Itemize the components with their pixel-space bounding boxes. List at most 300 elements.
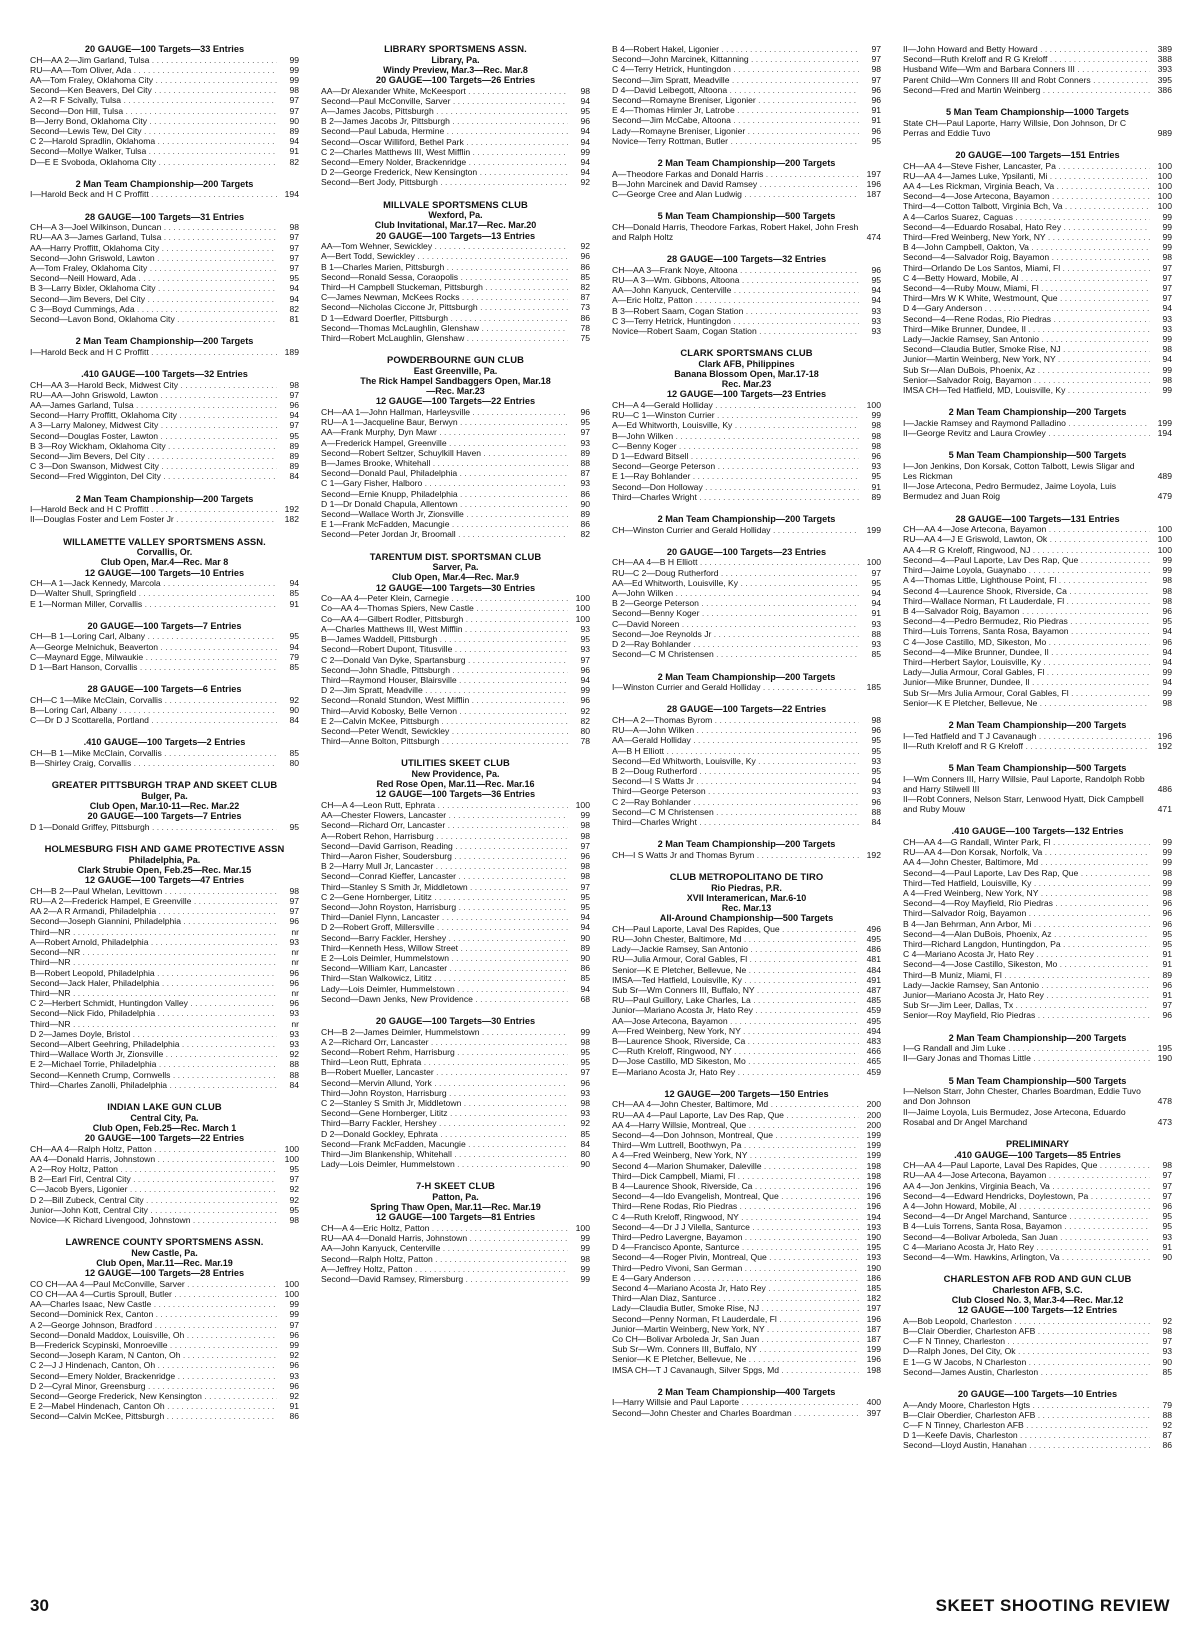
event-heading: 20 GAUGE—100 Targets—22 Entries (84, 1132, 245, 1143)
result-row (612, 1232, 881, 1242)
score: 89 (1162, 969, 1172, 980)
shooter-name: CH—Paul Laporte, Laval Des Rapides, Que . . . (612, 924, 859, 934)
result-row (30, 1184, 299, 1194)
result-row (321, 157, 590, 167)
result-row (321, 96, 590, 106)
shooter-name: Third—Jaime Loyola, Guaynabo . . . (903, 565, 1150, 575)
score: 100 (1157, 524, 1172, 535)
shooter-name: Second—4—Rene Rodas, Rio Piedras . . . (903, 314, 1150, 324)
shooter-name: C—Maynard Egge, Milwaukie . . . (30, 652, 277, 662)
result-row (321, 871, 590, 881)
score: 90 (1162, 1252, 1172, 1263)
shooter-name: Second—Richard Orr, Lancaster . . . (321, 820, 568, 830)
result-row (612, 1026, 881, 1036)
score: 93 (289, 1028, 299, 1039)
result-row (903, 171, 1172, 181)
event-info: New Providence, Pa. (411, 768, 500, 779)
result-row (321, 984, 590, 994)
score: 198 (866, 1364, 881, 1375)
result-row (612, 715, 881, 725)
score: 95 (871, 735, 881, 746)
event-heading: 2 Man Team Championship—200 Targets (657, 514, 836, 525)
result-row (903, 1086, 1172, 1106)
result-row (612, 420, 881, 430)
result-row (903, 565, 1172, 575)
shooter-name: Second—Penny Norman, Ft Lauderdale, Fl . . . (612, 1314, 859, 1324)
shooter-name: A—Tom Fraley, Oklahoma City . . . (30, 263, 277, 273)
result-row (30, 1309, 299, 1319)
result-row (903, 303, 1172, 313)
event-info: Clark AFB, Philippines (698, 358, 795, 369)
score: nr (291, 987, 299, 998)
score: 486 (1157, 783, 1172, 794)
event-heading: 20 GAUGE—100 Targets—33 Entries (84, 44, 245, 54)
result-row (30, 1350, 299, 1360)
score: 94 (580, 922, 590, 933)
shooter-name: D 1—Bart Hanson, Corvallis . . . (30, 662, 277, 672)
result-row (321, 1118, 590, 1128)
result-row (903, 191, 1172, 201)
result-row (30, 937, 299, 947)
result-row (321, 736, 590, 746)
shooter-name: AA—John Kanyuck, Centerville . . . (612, 285, 859, 295)
score: 85 (289, 588, 299, 599)
result-row (612, 608, 881, 618)
score: 95 (871, 745, 881, 756)
score: 90 (580, 1159, 590, 1170)
score: 98 (1162, 575, 1172, 586)
score: 97 (289, 1174, 299, 1185)
result-row (612, 1252, 881, 1262)
score: 94 (1162, 646, 1172, 657)
result-row (612, 1408, 881, 1418)
result-row (903, 293, 1172, 303)
results-block (612, 704, 881, 827)
event-heading: 12 GAUGE—100 Targets—36 Entries (375, 789, 536, 800)
result-row (612, 1150, 881, 1160)
shooter-name: CH—AA 1—John Hallman, Harleysville . . . (321, 407, 568, 417)
score: 86 (1162, 1440, 1172, 1451)
shooter-name: Second—NR . . . (30, 947, 277, 957)
result-row (30, 1039, 299, 1049)
score: 99 (1162, 221, 1172, 232)
result-row (321, 1254, 590, 1264)
result-row (321, 167, 590, 177)
score: 97 (580, 427, 590, 438)
results-block (612, 872, 881, 1077)
shooter-name: Third—Stan Walkowicz, Lititz . . . (321, 973, 568, 983)
shooter-name: Novice—Robert Saam, Cogan Station . . . (612, 326, 859, 336)
score: 95 (871, 275, 881, 286)
shooter-name: Second—Lloyd Austin, Hanahan . . . (903, 1440, 1150, 1450)
shooter-name: B—Clair Oberdier, Charleston AFB . . . (903, 1410, 1150, 1420)
shooter-name: B—Robert Leopold, Philadelphia . . . (30, 968, 277, 978)
result-row (30, 1205, 299, 1215)
result-row (903, 365, 1172, 375)
shooter-name: Husband Wife—Wm and Barbara Conners III . . . (903, 64, 1150, 74)
result-row (903, 354, 1172, 364)
shooter-name: CH—Winston Currier and Gerald Holliday . . . (612, 525, 859, 535)
shooter-name: AA—Gerald Holliday . . . (612, 735, 859, 745)
score: 75 (580, 333, 590, 344)
result-row (612, 1016, 881, 1026)
shooter-name: D—E E Svoboda, Oklahoma City . . . (30, 157, 277, 167)
shooter-name: A 4—Fred Weinberg, New York, NY . . . (612, 1150, 859, 1160)
result-row (612, 44, 881, 54)
score: 80 (580, 1149, 590, 1160)
event-heading: 28 GAUGE—100 Targets—22 Entries (666, 704, 827, 715)
result-row (321, 1047, 590, 1057)
result-row (612, 1140, 881, 1150)
result-row (903, 616, 1172, 626)
event-info: Sarver, Pa. (432, 562, 479, 573)
score: 197 (866, 168, 881, 179)
score: 93 (871, 461, 881, 472)
result-row (30, 1059, 299, 1069)
shooter-name: CH—B 2—Paul Whelan, Levittown . . . (30, 886, 277, 896)
result-row (30, 441, 299, 451)
score: 494 (866, 1025, 881, 1036)
result-row (612, 1397, 881, 1407)
score: 95 (580, 106, 590, 116)
score: 94 (1162, 656, 1172, 667)
shooter-name: C—David Noreen . . . (612, 619, 859, 629)
result-row (903, 252, 1172, 262)
shooter-name: Second—Joseph Karam, N Canton, Oh . . . (30, 1350, 277, 1360)
result-row (903, 919, 1172, 929)
score: 496 (866, 923, 881, 934)
shooter-name: Second—Jim Spratt, Meadville . . . (612, 75, 859, 85)
shooter-name: C—Dr D J Scottarella, Portland . . . (30, 715, 277, 725)
score: 98 (289, 222, 299, 233)
score: 187 (866, 189, 881, 200)
score: 199 (866, 524, 881, 535)
score: 97 (1162, 272, 1172, 283)
result-row (612, 756, 881, 766)
score: 198 (866, 1170, 881, 1181)
result-row (903, 1326, 1172, 1336)
score: 96 (580, 251, 590, 262)
shooter-name: AA—Jose Arteconа, Bayamon . . . (612, 1016, 859, 1026)
score: 90 (289, 705, 299, 716)
event-info: Rec. Mar.13 (721, 902, 772, 913)
shooter-name: A 4—John Howard, Mobile, Al . . . (903, 1201, 1150, 1211)
shooter-name: Second—Peter Jordan Jr, Broomall . . . (321, 529, 568, 539)
score: 93 (1162, 313, 1172, 324)
result-row (30, 304, 299, 314)
event-heading: PRELIMINARY (1006, 1139, 1069, 1149)
shooter-name: A—George Melnichuk, Beaverton . . . (30, 642, 277, 652)
shooter-name: Second—Lavon Bond, Oklahoma City . . . (30, 314, 277, 324)
results-block (903, 1274, 1172, 1377)
shooter-name: Second—Neill Howard, Ada . . . (30, 273, 277, 283)
shooter-name: Second—4—Jose Castillo, Sikeston, Mo . . . (903, 959, 1150, 969)
shooter-name: CH—A 4—Gerald Holliday . . . (612, 400, 859, 410)
score: 73 (580, 302, 590, 313)
shooter-name: Second—4—Dr J J Vilella, Santurce . . . (612, 1222, 859, 1232)
score: 97 (289, 252, 299, 263)
event-info: Rec. Mar.23 (721, 379, 772, 390)
score: 91 (289, 146, 299, 157)
result-row (321, 417, 590, 427)
result-row (30, 916, 299, 926)
score: 481 (866, 954, 881, 965)
result-row (903, 731, 1172, 741)
score: 89 (289, 126, 299, 137)
score: 100 (284, 1278, 299, 1289)
score: 194 (284, 189, 299, 200)
shooter-name: B 1—Charles Marien, Pittsburgh . . . (321, 262, 568, 272)
result-row (30, 1360, 299, 1370)
score: 98 (1162, 1326, 1172, 1337)
shooter-name: II—Ruth Kreloff and R G Kreloff . . . (903, 741, 1150, 751)
result-row (903, 201, 1172, 211)
score: 92 (289, 694, 299, 705)
result-row (30, 380, 299, 390)
result-row (321, 603, 590, 613)
shooter-name: Second—Joseph Giannini, Philadelphia . . . (30, 916, 277, 926)
score: 87 (1162, 1430, 1172, 1441)
result-row (612, 1344, 881, 1354)
result-row (903, 677, 1172, 687)
result-row (903, 1010, 1172, 1020)
result-row (321, 706, 590, 716)
score: 89 (289, 461, 299, 472)
score: 97 (289, 896, 299, 907)
result-row (30, 504, 299, 514)
shooter-name: RU—AA—Tom Oliver, Ada . . . (30, 65, 277, 75)
shooter-name: Second—4—Bolivar Arboleda, San Juan . . . (903, 1232, 1150, 1242)
score: 395 (1157, 74, 1172, 85)
score: 92 (289, 1390, 299, 1401)
shooter-name: Third—Fred Weinberg, New York, NY . . . (903, 232, 1150, 242)
shooter-name: Second—Robert Dupont, Titusville . . . (321, 644, 568, 654)
result-row (612, 725, 881, 735)
result-row (321, 1129, 590, 1139)
score: 86 (289, 1411, 299, 1422)
result-row (30, 189, 299, 199)
score: 96 (580, 850, 590, 861)
shooter-name: C—James Newman, McKees Rocks . . . (321, 292, 568, 302)
shooter-name: RU—Julia Armour, Coral Gables, Fl . . . (612, 954, 859, 964)
score: 95 (871, 577, 881, 588)
score: 94 (580, 157, 590, 168)
result-row (612, 1171, 881, 1181)
shooter-name: Second—Calvin McKee, Pittsburgh . . . (30, 1411, 277, 1421)
shooter-name: D 1—Donald Griffey, Pittsburgh . . . (30, 822, 277, 832)
event-info: Library, Pa. (431, 54, 480, 65)
result-row (30, 471, 299, 481)
result-row (612, 924, 881, 934)
event-info: Club Open, Mar.10-11—Rec. Mar.22 (89, 801, 240, 812)
shooter-name: Third—George Peterson . . . (612, 786, 859, 796)
result-row (321, 1243, 590, 1253)
result-row (30, 715, 299, 725)
score: 97 (580, 840, 590, 851)
result-row (903, 1440, 1172, 1450)
score: 190 (1157, 1053, 1172, 1064)
shooter-name: AA 2—A R Armandi, Philadelphia . . . (30, 906, 277, 916)
shooter-name: AA—John Kanyuck, Centerville . . . (321, 1243, 568, 1253)
event-info: Spring Thaw Open, Mar.11—Rec. Mar.19 (370, 1202, 541, 1213)
result-row (321, 614, 590, 624)
result-row (321, 861, 590, 871)
score: 89 (580, 447, 590, 458)
shooter-name: Third—NR . . . (30, 988, 277, 998)
event-heading: 5 Man Team Championship—500 Targets (948, 450, 1127, 461)
shooter-name: A 2—R F Scivally, Tulsa . . . (30, 95, 277, 105)
shooter-name: Second—4—Alan DuBois, Phoenix, Az . . . (903, 929, 1150, 939)
result-row (321, 882, 590, 892)
shooter-name: Third—Anne Bolton, Pittsburgh . . . (321, 736, 568, 746)
score: 98 (1162, 595, 1172, 606)
shooter-name: AA—Dr Alexander White, McKeesport . . . (321, 86, 568, 96)
score: 386 (1157, 84, 1172, 95)
results-block (321, 1181, 590, 1284)
shooter-name: A—Fred Weinberg, New York, NY . . . (612, 1026, 859, 1036)
result-row (612, 306, 881, 316)
result-row (903, 54, 1172, 64)
score: 98 (580, 820, 590, 831)
score: 96 (580, 116, 590, 127)
shooter-name: C 2—J J Hindenach, Canton, Oh . . . (30, 1360, 277, 1370)
score: 93 (871, 755, 881, 766)
results-block (30, 494, 299, 525)
result-row (903, 1160, 1172, 1170)
event-info: Red Rose Open, Mar.11—Rec. Mar.16 (376, 779, 535, 790)
result-row (903, 606, 1172, 616)
result-row (612, 1099, 881, 1109)
event-info: Banana Blossom Open, Mar.17-18 (674, 369, 819, 380)
result-row (321, 272, 590, 282)
score: 86 (580, 312, 590, 323)
result-row (612, 598, 881, 608)
shooter-name: Third—Wallace Worth Jr, Zionsville . . . (30, 1049, 277, 1059)
score: 96 (289, 916, 299, 927)
result-row (321, 1057, 590, 1067)
shooter-name: IMSA CH—T J Cavanaugh, Silver Spgs, Md . . . (612, 1365, 859, 1375)
shooter-name: CH—AA 4—Ralph Holtz, Patton . . . (30, 1144, 277, 1154)
shooter-name: Third—NR . . . (30, 1019, 277, 1029)
shooter-name: RU—Paul Guillory, Lake Charles, La . . . (612, 995, 859, 1005)
shooter-name: Second—Peter Wendt, Sewickley . . . (321, 726, 568, 736)
score: 98 (580, 1253, 590, 1264)
result-row (612, 1181, 881, 1191)
event-heading: 28 GAUGE—100 Targets—131 Entries (955, 513, 1120, 524)
result-row (903, 857, 1172, 867)
score: 190 (866, 1232, 881, 1242)
shooter-name: CH—AA 4—Paul Laporte, Laval Des Rapides, Que . . . (903, 1160, 1150, 1170)
score: 95 (1162, 1221, 1172, 1232)
shooter-name: Third—Alan Diaz, Santurce . . . (612, 1293, 859, 1303)
result-row (903, 586, 1172, 596)
results-block (321, 1016, 590, 1169)
score: 96 (871, 796, 881, 807)
club-name: GREATER PITTSBURGH TRAP AND SKEET CLUB (51, 779, 278, 791)
shooter-name: B—Loring Carl, Albany . . . (30, 705, 277, 715)
shooter-name: Second—Lewis Tew, Del City . . . (30, 126, 277, 136)
score: 471 (1157, 804, 1172, 815)
shooter-name: Second—4—Salvador Roig, Bayamon . . . (903, 252, 1150, 262)
shooter-name: I—Winston Currier and Gerald Holliday . . . (612, 682, 859, 692)
score: 96 (1162, 898, 1172, 909)
shooter-name: Third—Mike Brunner, Dundee, Il . . . (903, 324, 1150, 334)
score: 96 (871, 125, 881, 136)
score: 192 (1157, 740, 1172, 751)
score: 97 (871, 54, 881, 65)
score: 93 (580, 644, 590, 655)
score: 94 (289, 641, 299, 652)
result-row (321, 427, 590, 437)
score: 478 (1157, 1096, 1172, 1107)
shooter-name: Second—Barry Fackler, Hershey . . . (321, 933, 568, 943)
shooter-name: D 2—Jim Spratt, Meadville . . . (321, 685, 568, 695)
score: 98 (871, 440, 881, 451)
event-info: Central City, Pa. (130, 1112, 199, 1123)
result-row (903, 1357, 1172, 1367)
score: 99 (580, 1263, 590, 1274)
score: 95 (871, 471, 881, 482)
score: 100 (1157, 160, 1172, 171)
result-row (612, 954, 881, 964)
shooter-name: B—James Waddell, Pittsburgh . . . (321, 634, 568, 644)
result-row (612, 786, 881, 796)
shooter-name: Second—George Peterson . . . (612, 461, 859, 471)
result-row (321, 478, 590, 488)
result-row (612, 776, 881, 786)
results-block (903, 720, 1172, 751)
result-row (903, 1410, 1172, 1420)
shooter-name: AA 4—Les Rickman, Virginia Beach, Va . . . (903, 181, 1150, 191)
shooter-name: A—Bob Leopold, Charleston . . . (903, 1316, 1150, 1326)
result-row (321, 282, 590, 292)
result-row (321, 438, 590, 448)
score: 92 (580, 1118, 590, 1129)
score: 96 (871, 95, 881, 106)
result-row (903, 212, 1172, 222)
shooter-name: Third—NR . . . (30, 957, 277, 967)
result-row (903, 461, 1172, 481)
club-name: MILLVALE SPORTSMENS CLUB (383, 198, 528, 210)
score: 92 (580, 177, 590, 188)
result-row (30, 410, 299, 420)
result-row (612, 316, 881, 326)
score: 94 (289, 410, 299, 421)
result-row (903, 545, 1172, 555)
score: 92 (289, 1194, 299, 1205)
shooter-name: RU—AA 4—Donald Harris, Johnstown . . . (321, 1233, 568, 1243)
score: 95 (580, 634, 590, 645)
result-row (321, 1027, 590, 1037)
score: 94 (871, 285, 881, 296)
shooter-name: Junior—Mariano Acosta Jr, Hato Rey . . . (612, 1005, 859, 1015)
shooter-name: Third—Herbert Saylor, Louisville, Ky . . . (903, 657, 1150, 667)
score: 85 (580, 973, 590, 984)
score: 91 (1162, 959, 1172, 970)
score: 99 (289, 1339, 299, 1350)
shooter-name: CH—A 4—Eric Holtz, Patton . . . (321, 1223, 568, 1233)
result-row (321, 292, 590, 302)
score: 98 (580, 1098, 590, 1108)
shooter-name: Second—Dominick Rex, Canton . . . (30, 1309, 277, 1319)
event-info: Patton, Pa. (432, 1192, 479, 1203)
shooter-name: Second—4—Paul Laporte, Lav Des Rap, Que . . . (903, 868, 1150, 878)
shooter-name: Second—I S Watts Jr . . . (612, 776, 859, 786)
result-row (321, 593, 590, 603)
shooter-name: E 1—G W Jacobs, N Charleston . . . (903, 1357, 1150, 1367)
result-row (321, 810, 590, 820)
shooter-name: D 1—Dr Donald Chapula, Allentown . . . (321, 499, 568, 509)
